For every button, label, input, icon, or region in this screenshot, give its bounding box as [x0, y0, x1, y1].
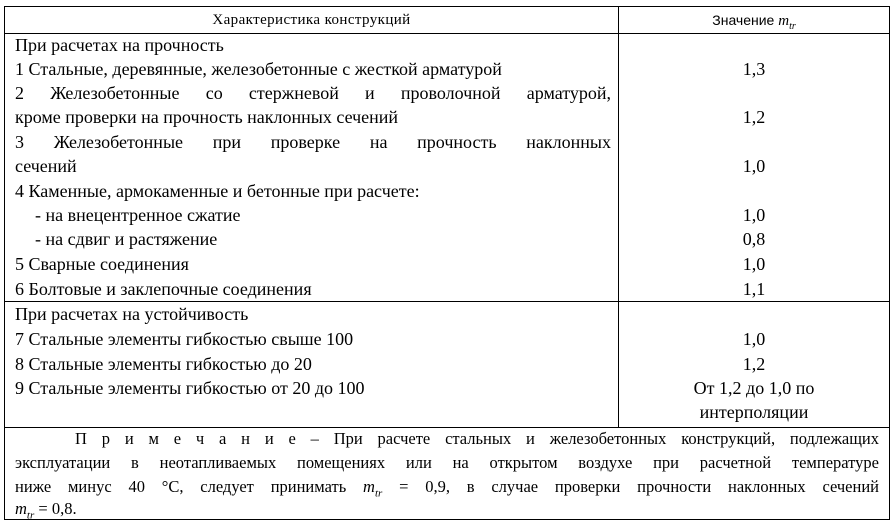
coefficient-table [4, 6, 890, 520]
row-value: 1,0 [742, 156, 766, 176]
section-stability [5, 301, 889, 428]
row-value: 1,1 [742, 279, 766, 299]
table-row: 5 Сварные соединения [15, 254, 189, 274]
table-row-cont: сечений [15, 156, 77, 176]
row-value: 1,3 [742, 59, 766, 79]
section-title-stability: При расчетах на устойчивость [15, 304, 249, 324]
table-row: 8 Стальные элементы гибкостью до 20 [15, 354, 312, 374]
row-value: 1,2 [742, 107, 766, 127]
row-value-cont: интерполяции [699, 402, 809, 422]
header-characteristic: Характеристика конструкций [5, 7, 619, 33]
table-row: 6 Болтовые и заклепочные соединения [15, 279, 312, 299]
table-row: 9 Стальные элементы гибкостью от 20 до 100 [15, 378, 365, 398]
note-line-2: эксплуатации в неотапливаемых помещениях или на открытом воздухе при расчетной температуре [15, 453, 879, 472]
table-row: 4 Каменные, армокаменные и бетонные при расчете: [15, 181, 420, 201]
table-row-cont: кроме проверки на прочность наклонных сечений [15, 107, 399, 127]
row-value: 1,0 [742, 205, 766, 225]
table-row: - на внецентренное сжатие [35, 205, 241, 225]
note-line-4: $m_{tr} = 0,8$. [15, 499, 77, 522]
section-strength [5, 33, 889, 302]
section-title-strength: При расчетах на прочность [15, 35, 224, 55]
row-value: 1,0 [742, 329, 766, 349]
table-header [5, 7, 889, 34]
row-value: От 1,2 до 1,0 по [693, 378, 815, 398]
note-line-3: ниже минус 40 °С, следует принимать $m_{tr} = 0,9$, в случае проверки прочности наклонных сечений [15, 477, 879, 500]
table-row: 3 Железобетонные при проверке на прочность наклонных [15, 132, 611, 152]
row-value: 1,2 [742, 354, 766, 374]
note-line-1: П р и м е ч а н и е – При расчете стальных и железобетонных конструкций, подлежащих [75, 429, 879, 448]
table-row: 7 Стальные элементы гибкостью свыше 100 [15, 329, 354, 349]
row-value: 1,0 [742, 254, 766, 274]
table-note [5, 425, 889, 522]
table-row: 2 Железобетонные со стержневой и проволочной арматурой, [15, 83, 611, 103]
header-value: Значение $m_{tr}$ [712, 12, 796, 32]
table-row: - на сдвиг и растяжение [35, 229, 218, 249]
table-row: 1 Стальные, деревянные, железобетонные с жесткой арматурой [15, 59, 502, 79]
row-value: 0,8 [742, 229, 766, 249]
